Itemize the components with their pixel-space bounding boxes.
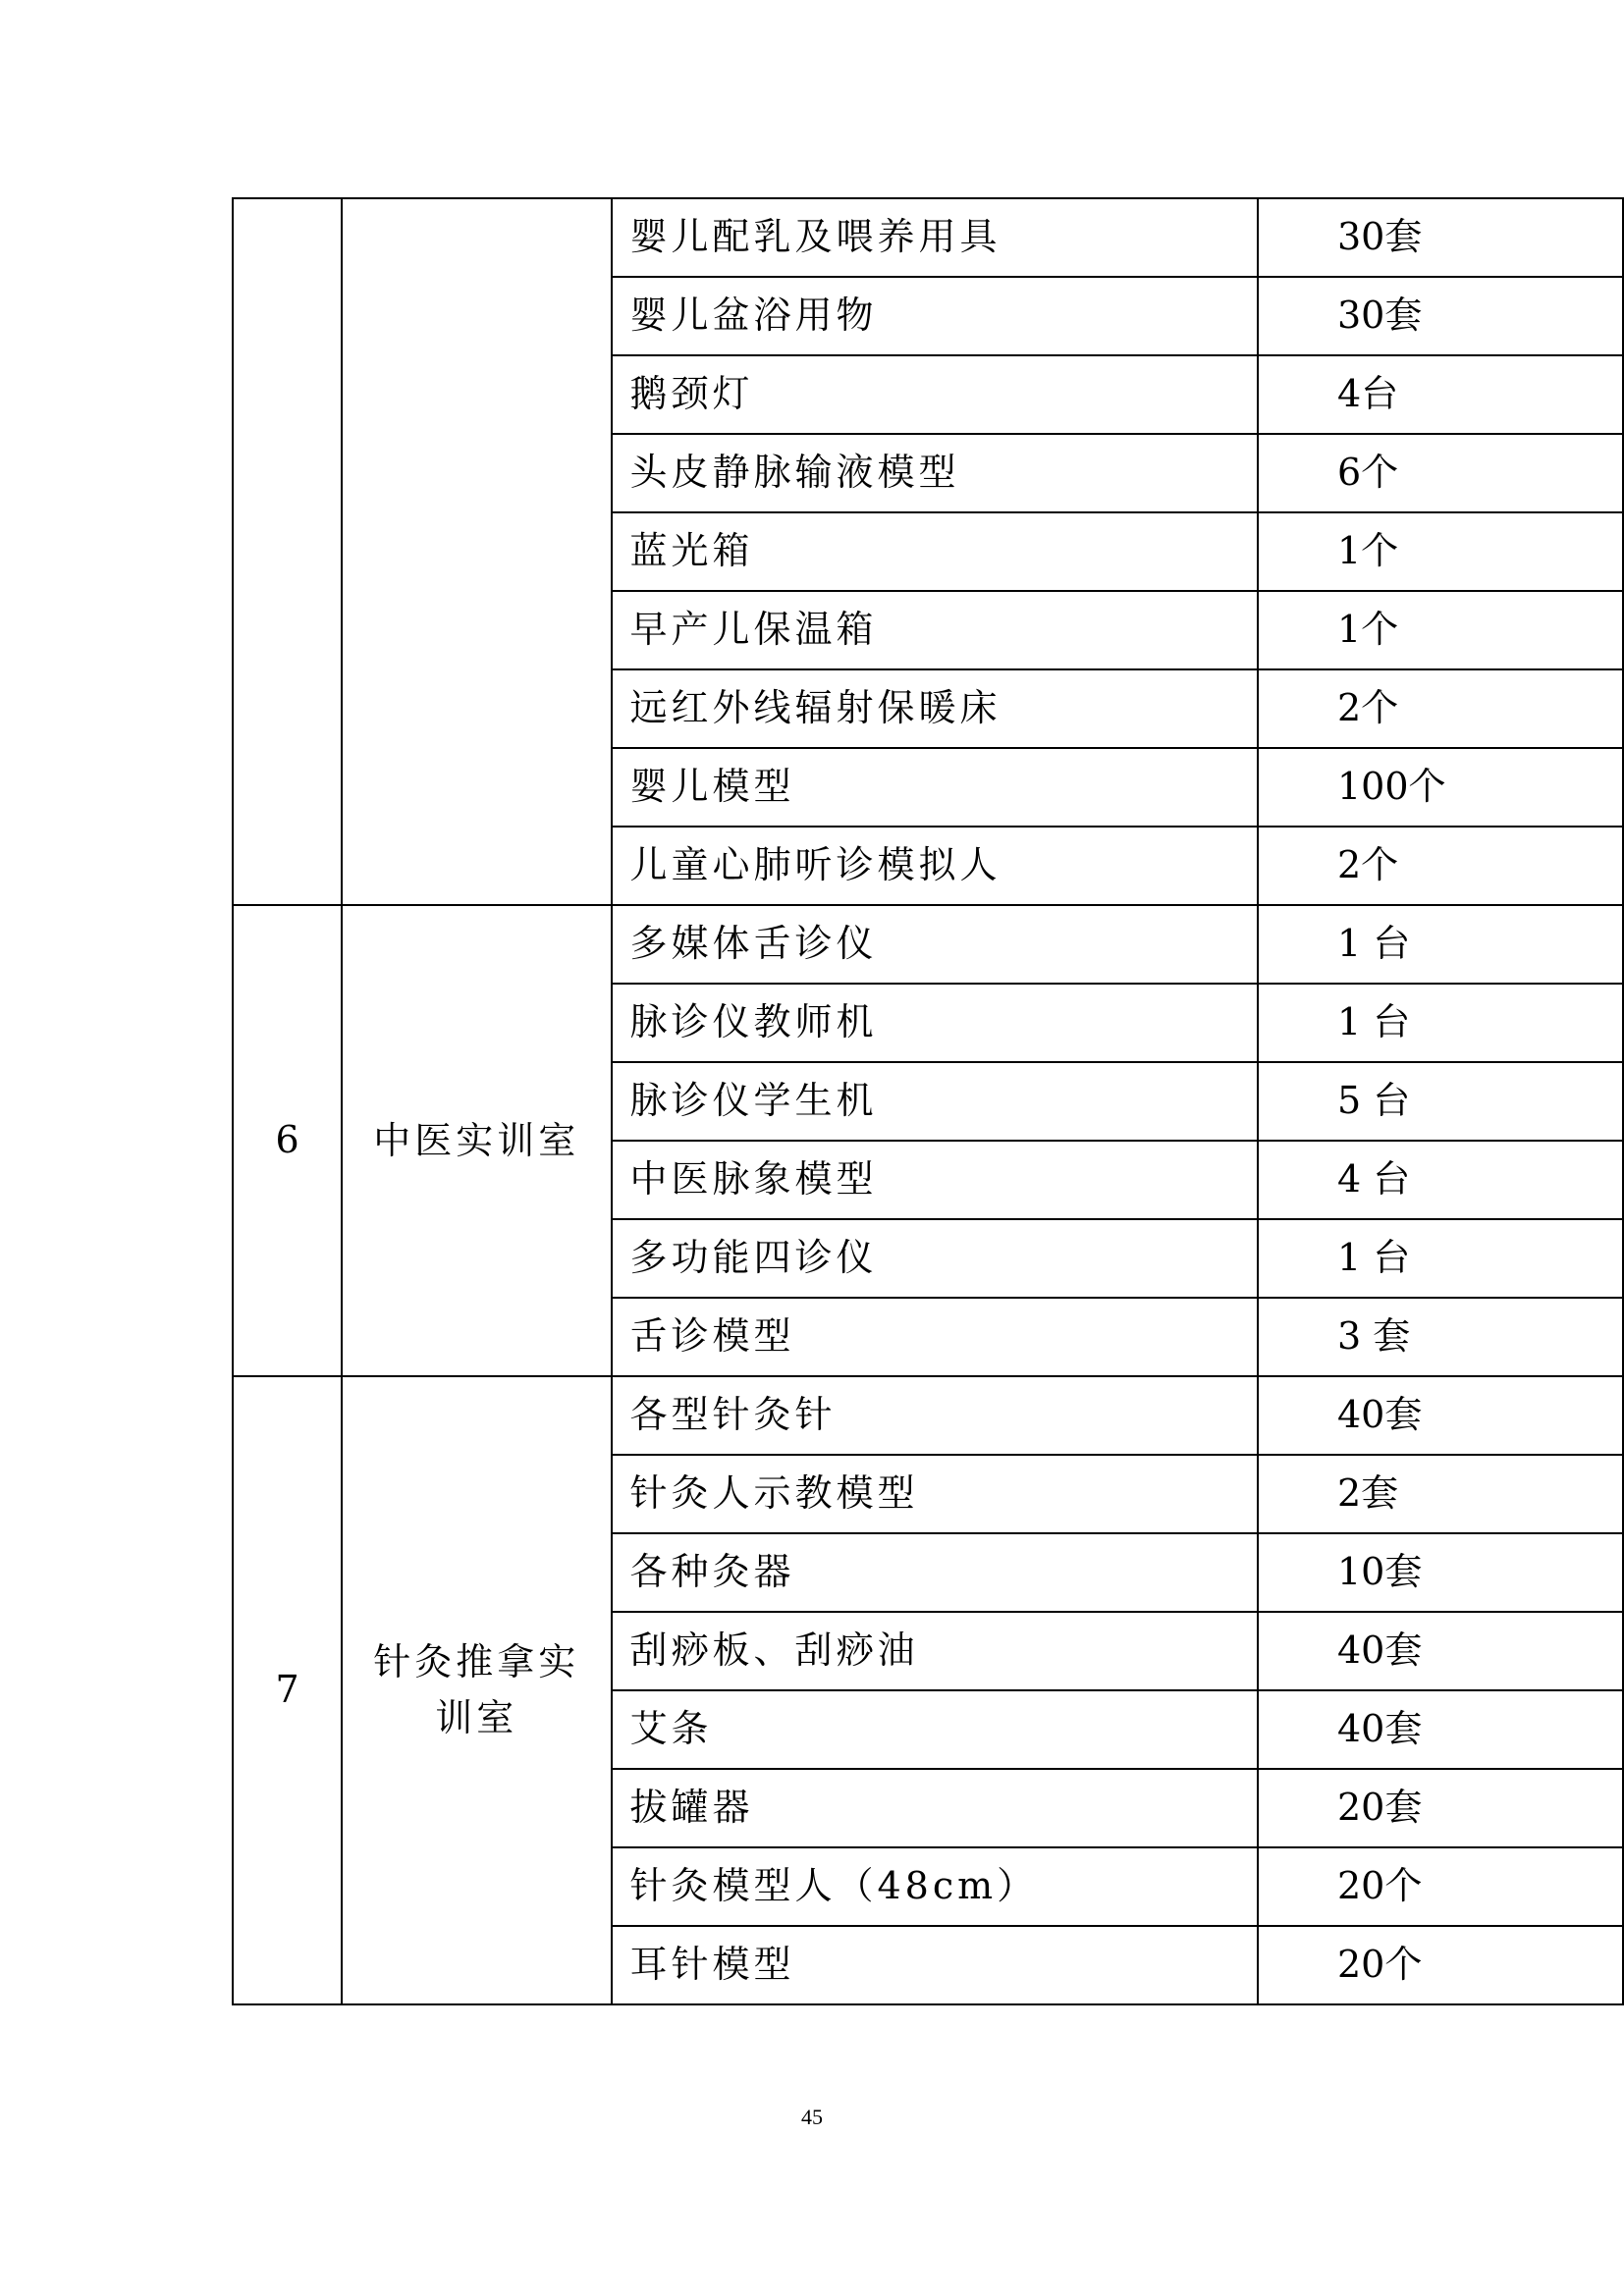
equipment-name-cell: 鹅颈灯 [612, 355, 1259, 434]
group-number-cell: 6 [233, 905, 342, 1376]
equipment-quantity-cell: 6个 [1258, 434, 1623, 512]
equipment-name-cell: 蓝光箱 [612, 512, 1259, 591]
equipment-quantity-cell: 2个 [1258, 827, 1623, 905]
table-row [233, 198, 1623, 277]
equipment-name-cell: 婴儿盆浴用物 [612, 277, 1259, 355]
equipment-quantity-cell: 1 台 [1258, 905, 1623, 984]
table-row [233, 1376, 1623, 1455]
equipment-name-cell: 头皮静脉输液模型 [612, 434, 1259, 512]
equipment-name-cell: 脉诊仪教师机 [612, 984, 1259, 1062]
equipment-quantity-cell: 4 台 [1258, 1141, 1623, 1219]
equipment-name-cell: 各型针灸针 [612, 1376, 1259, 1455]
equipment-name-cell: 儿童心肺听诊模拟人 [612, 827, 1259, 905]
equipment-quantity-cell: 40套 [1258, 1612, 1623, 1690]
equipment-name-cell: 早产儿保温箱 [612, 591, 1259, 669]
equipment-name-cell: 多功能四诊仪 [612, 1219, 1259, 1298]
equipment-table [232, 197, 1624, 2005]
equipment-quantity-cell: 1个 [1258, 512, 1623, 591]
equipment-quantity-cell: 3 套 [1258, 1298, 1623, 1376]
equipment-quantity-cell: 1 台 [1258, 1219, 1623, 1298]
equipment-name-cell: 各种灸器 [612, 1533, 1259, 1612]
equipment-quantity-cell: 2个 [1258, 669, 1623, 748]
room-name: 针灸推拿实训室 [373, 1640, 580, 1739]
equipment-quantity-cell: 1个 [1258, 591, 1623, 669]
equipment-name-cell: 针灸模型人（48cm） [612, 1847, 1259, 1926]
equipment-quantity-cell: 10套 [1258, 1533, 1623, 1612]
equipment-name-cell: 多媒体舌诊仪 [612, 905, 1259, 984]
equipment-quantity-cell: 2套 [1258, 1455, 1623, 1533]
room-name-cell [342, 198, 611, 905]
group-number-cell: 7 [233, 1376, 342, 2004]
table-row [233, 905, 1623, 984]
group-number-cell [233, 198, 342, 905]
equipment-name-cell: 拔罐器 [612, 1769, 1259, 1847]
equipment-name-cell: 婴儿模型 [612, 748, 1259, 827]
equipment-name-cell: 艾条 [612, 1690, 1259, 1769]
equipment-name-cell: 舌诊模型 [612, 1298, 1259, 1376]
room-name-cell [342, 905, 611, 1376]
equipment-quantity-cell: 100个 [1258, 748, 1623, 827]
equipment-quantity-cell: 4台 [1258, 355, 1623, 434]
equipment-name-cell: 远红外线辐射保暖床 [612, 669, 1259, 748]
equipment-quantity-cell: 20个 [1258, 1847, 1623, 1926]
equipment-quantity-cell: 40套 [1258, 1376, 1623, 1455]
equipment-name-cell: 针灸人示教模型 [612, 1455, 1259, 1533]
page-number: 45 [801, 2105, 823, 2129]
room-name: 中医实训室 [373, 1118, 580, 1162]
equipment-name-cell: 脉诊仪学生机 [612, 1062, 1259, 1141]
equipment-quantity-cell: 30套 [1258, 198, 1623, 277]
equipment-quantity-cell: 40套 [1258, 1690, 1623, 1769]
equipment-name-cell: 中医脉象模型 [612, 1141, 1259, 1219]
equipment-quantity-cell: 20个 [1258, 1926, 1623, 2004]
equipment-quantity-cell: 5 台 [1258, 1062, 1623, 1141]
equipment-quantity-cell: 1 台 [1258, 984, 1623, 1062]
table-body [233, 198, 1623, 2004]
equipment-quantity-cell: 20套 [1258, 1769, 1623, 1847]
equipment-name-cell: 婴儿配乳及喂养用具 [612, 198, 1259, 277]
equipment-name-cell: 刮痧板、刮痧油 [612, 1612, 1259, 1690]
equipment-quantity-cell: 30套 [1258, 277, 1623, 355]
room-name-cell [342, 1376, 611, 2004]
equipment-name-cell: 耳针模型 [612, 1926, 1259, 2004]
